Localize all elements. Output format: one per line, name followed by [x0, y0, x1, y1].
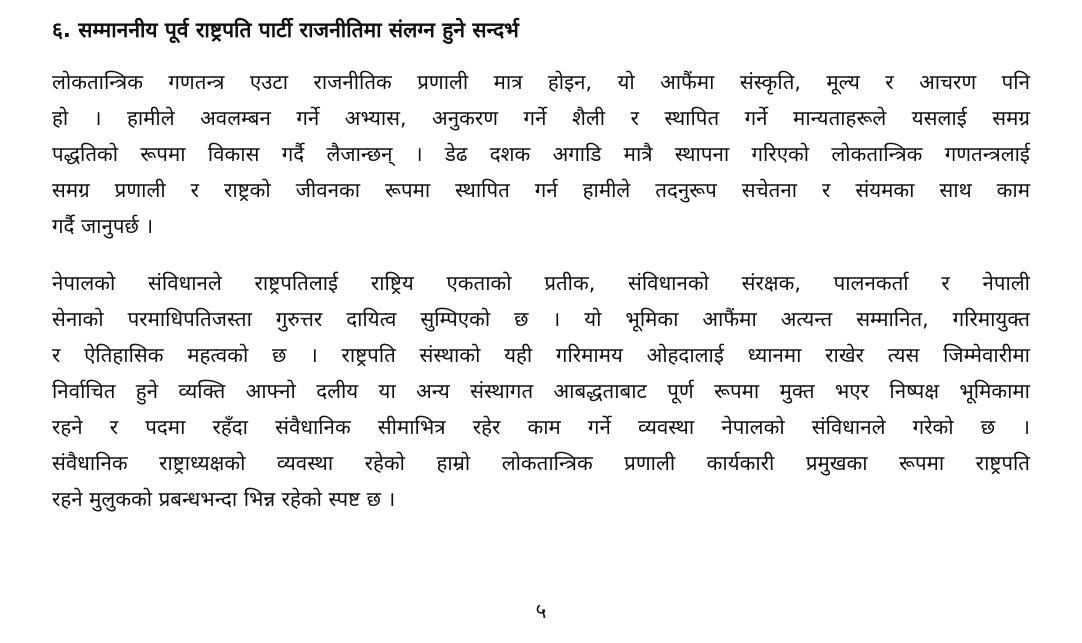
paragraph-line: रहने र पदमा रहँदा संवैधानिक सीमाभित्र रहेर काम गर्ने व्यवस्था नेपालको संविधानले गरेको छ ।	[52, 415, 1030, 439]
paragraph-line: गर्दै जानुपर्छ ।	[52, 214, 154, 238]
paragraph-line: रहने मुलुकको प्रबन्धभन्दा भिन्न रहेको स्पष्ट छ ।	[52, 487, 396, 511]
paragraph-line: हो । हामीले अवलम्बन गर्ने अभ्यास, अनुकरण गर्ने शैली र स्थापित गर्ने मान्यताहरूले यसलाई समग्र	[52, 106, 1030, 130]
page-number: ५	[535, 599, 547, 623]
paragraph-2	[52, 265, 1030, 517]
paragraph-line: र ऐतिहासिक महत्वको छ । राष्ट्रपति संस्थाको यही गरिमामय ओहदालाई ध्यानमा राखेर त्यस जिम्मेवारीमा	[52, 343, 1030, 367]
paragraph-1	[52, 64, 1030, 244]
paragraph-line: लोकतान्त्रिक गणतन्त्र एउटा राजनीतिक प्रणाली मात्र होइन, यो आफैंमा संस्कृति, मूल्य र आचरण पनि	[52, 70, 1030, 94]
section-heading: ६. सम्माननीय पूर्व राष्ट्रपति पार्टी राजनीतिमा संलग्न हुने सन्दर्भ	[52, 18, 519, 42]
paragraph-line: पद्धतिको रूपमा विकास गर्दै लैजान्छन् । डेढ दशक अगाडि मात्रै स्थापना गरिएको लोकतान्त्रिक गणतन्त्रलाई	[52, 142, 1030, 166]
paragraph-line: संवैधानिक राष्ट्राध्यक्षको व्यवस्था रहेको हाम्रो लोकतान्त्रिक प्रणाली कार्यकारी प्रमुखका रूपमा राष्ट्रपति	[52, 451, 1030, 475]
paragraph-line: निर्वाचित हुने व्यक्ति आफ्नो दलीय या अन्य संस्थागत आबद्धताबाट पूर्ण रूपमा मुक्त भएर निष्पक्ष भूमिकामा	[52, 379, 1030, 403]
paragraph-line: नेपालको संविधानले राष्ट्रपतिलाई राष्ट्रिय एकताको प्रतीक, संविधानको संरक्षक, पालनकर्ता र नेपाली	[52, 271, 1030, 295]
paragraph-line: समग्र प्रणाली र राष्ट्रको जीवनका रूपमा स्थापित गर्न हामीले तदनुरूप सचेतना र संयमका साथ काम	[52, 178, 1030, 202]
paragraph-line: सेनाको परमाधिपतिजस्ता गुरुत्तर दायित्व सुम्पिएको छ । यो भूमिका आफैंमा अत्यन्त सम्मानित, गरिमायुक्त	[52, 307, 1030, 331]
